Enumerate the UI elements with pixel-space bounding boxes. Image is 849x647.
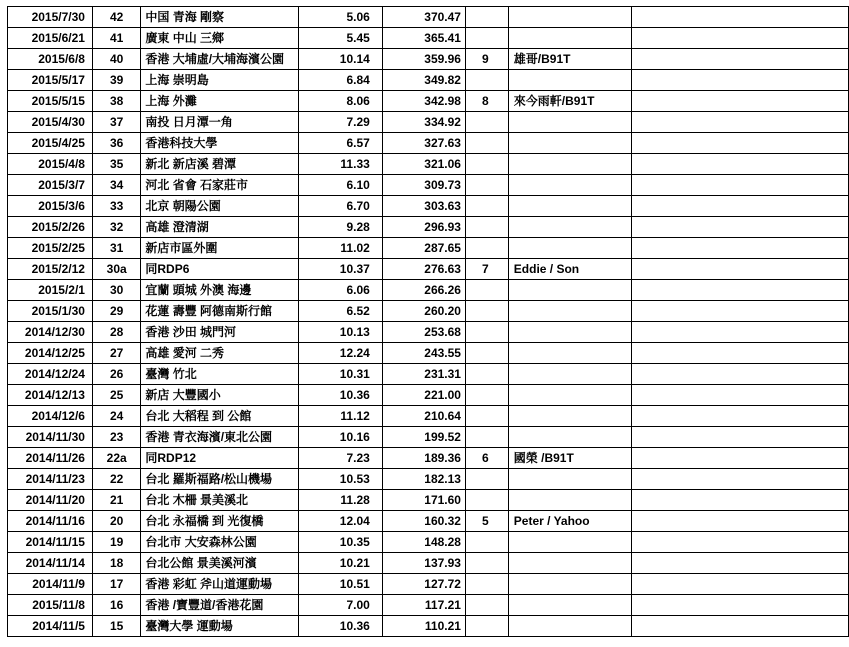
distance-cell: 7.29 [298,112,382,133]
companion-name-cell [508,364,632,385]
cumulative-distance-cell: 334.92 [382,112,465,133]
companion-count-cell [465,595,508,616]
companion-count-cell: 8 [465,91,508,112]
cumulative-distance-cell: 210.64 [382,406,465,427]
cumulative-distance-cell: 359.96 [382,49,465,70]
cumulative-distance-cell: 117.21 [382,595,465,616]
run-log-sheet [7,6,849,637]
date-cell: 2015/6/21 [8,28,93,49]
cumulative-distance-cell: 171.60 [382,490,465,511]
companion-name-cell [508,385,632,406]
companion-count-cell [465,343,508,364]
empty-cell [632,616,849,637]
date-cell: 2015/11/8 [8,595,93,616]
companion-count-cell [465,616,508,637]
distance-cell: 10.51 [298,574,382,595]
companion-count-cell [465,469,508,490]
companion-name-cell [508,7,632,28]
date-cell: 2014/11/16 [8,511,93,532]
distance-cell: 10.36 [298,616,382,637]
location-cell: 香港 沙田 城門河 [141,322,298,343]
cumulative-distance-cell: 137.93 [382,553,465,574]
run-number-cell: 22 [92,469,140,490]
table-row [8,70,849,91]
run-number-cell: 32 [92,217,140,238]
date-cell: 2015/6/8 [8,49,93,70]
companion-name-cell [508,343,632,364]
distance-cell: 12.04 [298,511,382,532]
companion-name-cell [508,616,632,637]
empty-cell [632,280,849,301]
companion-count-cell [465,427,508,448]
cumulative-distance-cell: 231.31 [382,364,465,385]
location-cell: 北京 朝陽公園 [141,196,298,217]
table-row [8,238,849,259]
date-cell: 2014/11/14 [8,553,93,574]
cumulative-distance-cell: 309.73 [382,175,465,196]
run-number-cell: 22a [92,448,140,469]
table-row [8,406,849,427]
table-row [8,154,849,175]
run-number-cell: 27 [92,343,140,364]
location-cell: 宜蘭 頭城 外澳 海邊 [141,280,298,301]
empty-cell [632,595,849,616]
companion-count-cell: 5 [465,511,508,532]
run-number-cell: 17 [92,574,140,595]
run-number-cell: 26 [92,364,140,385]
distance-cell: 11.02 [298,238,382,259]
companion-name-cell [508,154,632,175]
run-number-cell: 35 [92,154,140,175]
companion-name-cell [508,70,632,91]
run-number-cell: 36 [92,133,140,154]
table-row [8,427,849,448]
location-cell: 新店市區外圍 [141,238,298,259]
location-cell: 高雄 愛河 二秀 [141,343,298,364]
cumulative-distance-cell: 276.63 [382,259,465,280]
date-cell: 2015/2/12 [8,259,93,280]
companion-count-cell [465,112,508,133]
companion-count-cell [465,28,508,49]
empty-cell [632,154,849,175]
table-row [8,133,849,154]
distance-cell: 6.84 [298,70,382,91]
run-number-cell: 30a [92,259,140,280]
companion-count-cell [465,280,508,301]
companion-count-cell [465,364,508,385]
run-number-cell: 40 [92,49,140,70]
run-number-cell: 29 [92,301,140,322]
run-number-cell: 24 [92,406,140,427]
distance-cell: 12.24 [298,343,382,364]
location-cell: 香港 彩虹 斧山道運動場 [141,574,298,595]
table-row [8,112,849,133]
companion-name-cell: Eddie / Son [508,259,632,280]
empty-cell [632,49,849,70]
empty-cell [632,112,849,133]
cumulative-distance-cell: 349.82 [382,70,465,91]
location-cell: 台北市 大安森林公園 [141,532,298,553]
companion-count-cell [465,532,508,553]
location-cell: 廣東 中山 三鄉 [141,28,298,49]
location-cell: 台北 木柵 景美溪北 [141,490,298,511]
cumulative-distance-cell: 266.26 [382,280,465,301]
run-log-rows [8,7,849,637]
date-cell: 2015/7/30 [8,7,93,28]
table-row [8,28,849,49]
companion-name-cell [508,280,632,301]
companion-count-cell [465,7,508,28]
companion-name-cell [508,427,632,448]
cumulative-distance-cell: 148.28 [382,532,465,553]
companion-count-cell: 9 [465,49,508,70]
distance-cell: 10.53 [298,469,382,490]
cumulative-distance-cell: 221.00 [382,385,465,406]
companion-name-cell [508,112,632,133]
location-cell: 河北 省會 石家莊市 [141,175,298,196]
distance-cell: 10.31 [298,364,382,385]
location-cell: 香港 大埔虛/大埔海濱公園 [141,49,298,70]
date-cell: 2014/11/26 [8,448,93,469]
run-number-cell: 21 [92,490,140,511]
distance-cell: 10.35 [298,532,382,553]
location-cell: 香港科技大學 [141,133,298,154]
table-row [8,196,849,217]
date-cell: 2014/11/5 [8,616,93,637]
date-cell: 2014/11/20 [8,490,93,511]
distance-cell: 6.06 [298,280,382,301]
run-number-cell: 20 [92,511,140,532]
companion-name-cell [508,301,632,322]
empty-cell [632,532,849,553]
cumulative-distance-cell: 327.63 [382,133,465,154]
empty-cell [632,133,849,154]
distance-cell: 10.37 [298,259,382,280]
distance-cell: 5.45 [298,28,382,49]
cumulative-distance-cell: 303.63 [382,196,465,217]
table-row [8,385,849,406]
table-row [8,49,849,70]
empty-cell [632,343,849,364]
companion-name-cell [508,532,632,553]
distance-cell: 6.57 [298,133,382,154]
companion-name-cell: 來今雨軒/B91T [508,91,632,112]
date-cell: 2015/3/7 [8,175,93,196]
empty-cell [632,175,849,196]
table-row [8,553,849,574]
empty-cell [632,406,849,427]
companion-count-cell [465,133,508,154]
location-cell: 臺灣大學 運動場 [141,616,298,637]
location-cell: 台北公館 景美溪河濱 [141,553,298,574]
run-number-cell: 34 [92,175,140,196]
run-number-cell: 28 [92,322,140,343]
table-row [8,448,849,469]
empty-cell [632,238,849,259]
companion-name-cell [508,28,632,49]
companion-count-cell [465,196,508,217]
companion-count-cell [465,217,508,238]
empty-cell [632,469,849,490]
empty-cell [632,217,849,238]
location-cell: 台北 羅斯福路/松山機場 [141,469,298,490]
date-cell: 2014/11/30 [8,427,93,448]
table-row [8,469,849,490]
table-row [8,301,849,322]
table-row [8,364,849,385]
distance-cell: 6.10 [298,175,382,196]
empty-cell [632,427,849,448]
companion-name-cell: 雄哥/B91T [508,49,632,70]
location-cell: 香港 /寶豐道/香港花園 [141,595,298,616]
run-number-cell: 39 [92,70,140,91]
distance-cell: 10.21 [298,553,382,574]
location-cell: 上海 外灘 [141,91,298,112]
run-number-cell: 42 [92,7,140,28]
run-number-cell: 38 [92,91,140,112]
location-cell: 高雄 澄清湖 [141,217,298,238]
empty-cell [632,574,849,595]
distance-cell: 6.70 [298,196,382,217]
companion-name-cell [508,133,632,154]
companion-count-cell [465,238,508,259]
location-cell: 台北 大稻程 到 公館 [141,406,298,427]
run-number-cell: 33 [92,196,140,217]
date-cell: 2015/5/17 [8,70,93,91]
location-cell: 新北 新店溪 碧潭 [141,154,298,175]
run-number-cell: 41 [92,28,140,49]
distance-cell: 7.23 [298,448,382,469]
empty-cell [632,385,849,406]
location-cell: 香港 青衣海濱/東北公園 [141,427,298,448]
empty-cell [632,259,849,280]
distance-cell: 10.16 [298,427,382,448]
companion-name-cell: Peter / Yahoo [508,511,632,532]
companion-count-cell [465,574,508,595]
date-cell: 2014/12/13 [8,385,93,406]
table-row [8,616,849,637]
empty-cell [632,70,849,91]
date-cell: 2014/12/6 [8,406,93,427]
empty-cell [632,322,849,343]
cumulative-distance-cell: 321.06 [382,154,465,175]
empty-cell [632,490,849,511]
companion-name-cell [508,322,632,343]
run-log-table [7,6,849,637]
date-cell: 2015/4/25 [8,133,93,154]
table-row [8,259,849,280]
cumulative-distance-cell: 199.52 [382,427,465,448]
companion-count-cell [465,70,508,91]
companion-count-cell [465,301,508,322]
location-cell: 台北 永福橋 到 光復橋 [141,511,298,532]
date-cell: 2015/1/30 [8,301,93,322]
companion-name-cell [508,469,632,490]
empty-cell [632,301,849,322]
cumulative-distance-cell: 182.13 [382,469,465,490]
location-cell: 新店 大豐國小 [141,385,298,406]
location-cell: 上海 崇明島 [141,70,298,91]
table-row [8,91,849,112]
companion-count-cell: 6 [465,448,508,469]
date-cell: 2014/11/15 [8,532,93,553]
location-cell: 中国 青海 剛察 [141,7,298,28]
distance-cell: 10.14 [298,49,382,70]
table-row [8,280,849,301]
cumulative-distance-cell: 243.55 [382,343,465,364]
table-row [8,217,849,238]
cumulative-distance-cell: 260.20 [382,301,465,322]
run-number-cell: 25 [92,385,140,406]
location-cell: 同RDP6 [141,259,298,280]
companion-name-cell [508,175,632,196]
date-cell: 2015/3/6 [8,196,93,217]
cumulative-distance-cell: 110.21 [382,616,465,637]
companion-count-cell [465,406,508,427]
table-row [8,532,849,553]
cumulative-distance-cell: 287.65 [382,238,465,259]
distance-cell: 10.13 [298,322,382,343]
empty-cell [632,364,849,385]
run-number-cell: 18 [92,553,140,574]
cumulative-distance-cell: 160.32 [382,511,465,532]
cumulative-distance-cell: 370.47 [382,7,465,28]
companion-count-cell [465,490,508,511]
run-number-cell: 23 [92,427,140,448]
table-row [8,574,849,595]
location-cell: 臺灣 竹北 [141,364,298,385]
run-number-cell: 31 [92,238,140,259]
companion-count-cell [465,175,508,196]
date-cell: 2014/11/9 [8,574,93,595]
companion-count-cell [465,553,508,574]
cumulative-distance-cell: 296.93 [382,217,465,238]
companion-name-cell [508,553,632,574]
empty-cell [632,448,849,469]
cumulative-distance-cell: 365.41 [382,28,465,49]
date-cell: 2014/11/23 [8,469,93,490]
cumulative-distance-cell: 342.98 [382,91,465,112]
distance-cell: 9.28 [298,217,382,238]
distance-cell: 11.33 [298,154,382,175]
empty-cell [632,91,849,112]
table-row [8,490,849,511]
companion-name-cell [508,490,632,511]
location-cell: 南投 日月潭一角 [141,112,298,133]
run-number-cell: 30 [92,280,140,301]
cumulative-distance-cell: 253.68 [382,322,465,343]
companion-name-cell [508,217,632,238]
date-cell: 2015/5/15 [8,91,93,112]
empty-cell [632,28,849,49]
cumulative-distance-cell: 189.36 [382,448,465,469]
companion-count-cell [465,322,508,343]
table-row [8,595,849,616]
companion-name-cell [508,406,632,427]
location-cell: 同RDP12 [141,448,298,469]
companion-name-cell: 國榮 /B91T [508,448,632,469]
date-cell: 2015/2/25 [8,238,93,259]
companion-name-cell [508,595,632,616]
companion-count-cell [465,385,508,406]
companion-count-cell [465,154,508,175]
date-cell: 2015/4/8 [8,154,93,175]
date-cell: 2014/12/30 [8,322,93,343]
run-number-cell: 16 [92,595,140,616]
empty-cell [632,7,849,28]
date-cell: 2015/2/26 [8,217,93,238]
date-cell: 2015/4/30 [8,112,93,133]
empty-cell [632,553,849,574]
distance-cell: 5.06 [298,7,382,28]
companion-name-cell [508,574,632,595]
companion-count-cell: 7 [465,259,508,280]
companion-name-cell [508,196,632,217]
distance-cell: 10.36 [298,385,382,406]
run-number-cell: 15 [92,616,140,637]
distance-cell: 11.12 [298,406,382,427]
distance-cell: 6.52 [298,301,382,322]
distance-cell: 8.06 [298,91,382,112]
table-row [8,322,849,343]
table-row [8,7,849,28]
table-row [8,175,849,196]
table-row [8,343,849,364]
distance-cell: 11.28 [298,490,382,511]
companion-name-cell [508,238,632,259]
cumulative-distance-cell: 127.72 [382,574,465,595]
table-row [8,511,849,532]
empty-cell [632,511,849,532]
empty-cell [632,196,849,217]
distance-cell: 7.00 [298,595,382,616]
location-cell: 花蓮 壽豐 阿德南斯行館 [141,301,298,322]
run-number-cell: 19 [92,532,140,553]
run-number-cell: 37 [92,112,140,133]
date-cell: 2014/12/25 [8,343,93,364]
date-cell: 2014/12/24 [8,364,93,385]
date-cell: 2015/2/1 [8,280,93,301]
